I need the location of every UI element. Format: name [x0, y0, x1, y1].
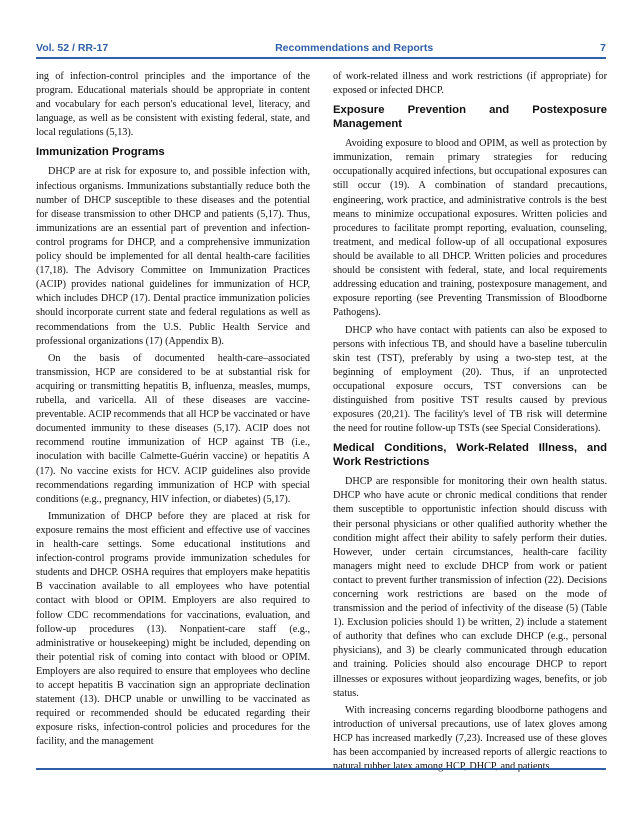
paragraph-continued: of work-related illness and work restrictions (if appropriate) for exposed or infected DHCP.	[333, 71, 607, 97]
heading-immunization-programs: Immunization Programs	[36, 146, 165, 159]
heading-medical-conditions: Medical Conditions, Work-Related Illness, and Work Restrictions	[333, 442, 607, 469]
paragraph-medical-1: DHCP are responsible for monitoring their own health status. DHCP who have acute or chronic medical conditions that render them susceptible to opportunistic infection should discuss with their personal physicians or other qualified authority whether the condition might affect their ability to safely perform their duties. However, under certain circumstances, health-care facility managers might need to exclude DHCP from work or patient contact to prevent further transmission of infection (22). Decisions concerning work restrictions are based on the mode of transmission and the period of infectivity of the disease (5) (Table 1). Exclusion policies should 1) be written, 2) include a statement of authority that defines who can exclude DHCP (e.g., personal physicians), and 3) be clearly communicated through education and training. Policies should also encourage DHCP to report illnesses or exposures without jeopardizing wages, benefits, or job status.	[333, 476, 607, 699]
paragraph-intro-continued: ing of infection-control principles and the importance of the program. Educational materials should be appropriate in content and vocabulary for each person's educational level, literacy, and language, as well as be consistent with existing federal, state, and local regulations (5,13).	[36, 71, 310, 139]
page-number: 7	[600, 42, 606, 54]
header-rule	[36, 57, 606, 59]
heading-exposure-prevention: Exposure Prevention and Postexposure Management	[333, 104, 607, 131]
left-column	[36, 70, 310, 760]
paragraph-exposure-2: DHCP who have contact with patients can also be exposed to persons with infectious TB, and should have a baseline tuberculin skin test (TST), preferably by using a two-step test, at the beginning of employment (20). Thus, if an unprotected occupational exposure occurs, TST conversions can be distinguished from positive TST results caused by previous exposures (20,21). The facility's level of TB risk will determine the need for routine follow-up TSTs (see Special Considerations).	[333, 324, 607, 435]
paragraph-medical-2: With increasing concerns regarding bloodborne pathogens and introduction of universal precautions, use of latex gloves among HCP has increased markedly (7,23). Increased use of these gloves has been accompanied by increased reports of allergic reactions to natural rubber latex among HCP, DHCP, and patients	[333, 704, 607, 773]
paragraph-immunization-3: Immunization of DHCP before they are placed at risk for exposure remains the most efficient and effective use of vaccines in health-care settings. Some educational institutions and infection-control programs provide immunization schedules for students and DHCP. OSHA requires that employers make hepatitis B vaccination available to all employees who have potential contact with blood or OPIM. Employers are also required to follow CDC recommendations for vaccinations, evaluation, and follow-up procedures (13). Nonpatient-care staff (e.g., administrative or housekeeping) might be included, depending on their potential risk of coming into contact with blood or OPIM. Employers are also required to ensure that employees who decline to accept hepatitis B vaccination sign an appropriate declination statement (13). DHCP unable or unwilling to be vaccinated as required or recommended should be educated regarding their exposure risks, infection-control policies and procedures for the facility, and the management	[36, 510, 310, 748]
header-volume: Vol. 52 / RR-17	[36, 42, 109, 54]
right-column	[333, 70, 607, 773]
paragraph-immunization-2: On the basis of documented health-care–associated transmission, HCP are considered to be at substantial risk for acquiring or transmitting hepatitis B, influenza, measles, mumps, rubella, and varicella. All of these diseases are vaccine-preventable. ACIP recommends that all HCP be vaccinated or have documented immunity to these diseases (5,17). ACIP does not recommend routine immunization of HCP against TB (i.e., inoculation with bacille Calmette-Guérin vaccine) or hepatitis A (17). No vaccine exists for HCV. ACIP guidelines also provide recommendations regarding immunization of HCP with special conditions (e.g., pregnancy, HIV infection, or diabetes) (5,17).	[36, 352, 310, 505]
paragraph-immunization-1: DHCP are at risk for exposure to, and possible infection with, infectious organisms. Immunizations substantially reduce both the number of DHCP susceptible to these diseases and the potential for disease transmission to other DHCP and patients (5,17). Thus, immunizations are an essential part of prevention and infection-control programs for DHCP, and a comprehensive immunization policy should be implemented for all dental health-care facilities (17,18). The Advisory Committee on Immunization Practices (ACIP) provides national guidelines for immunization of HCP, which includes DHCP (17). Dental practice immunization policies should incorporate current state and federal regulations as well as recommendations from the U.S. Public Health Service and professional organizations (17) (Appendix B).	[36, 166, 310, 347]
running-header	[36, 40, 606, 56]
footer-rule	[36, 768, 606, 770]
header-title: Recommendations and Reports	[275, 42, 434, 54]
paragraph-exposure-1: Avoiding exposure to blood and OPIM, as well as protection by immunization, remain primary strategies for reducing occupationally acquired infections, but occupational exposures can still occur (19). A combination of standard precautions, engineering, work practice, and administrative controls is the best means to minimize occupational exposures. Written policies and procedures to facilitate prompt reporting, evaluation, counseling, treatment, and medical follow-up of all occupational exposures should be available to all DHCP. Written policies and procedures should be consistent with federal, state, and local requirements addressing education and training, postexposure management, and exposure reporting (see Preventing Transmission of Bloodborne Pathogens).	[333, 138, 607, 319]
